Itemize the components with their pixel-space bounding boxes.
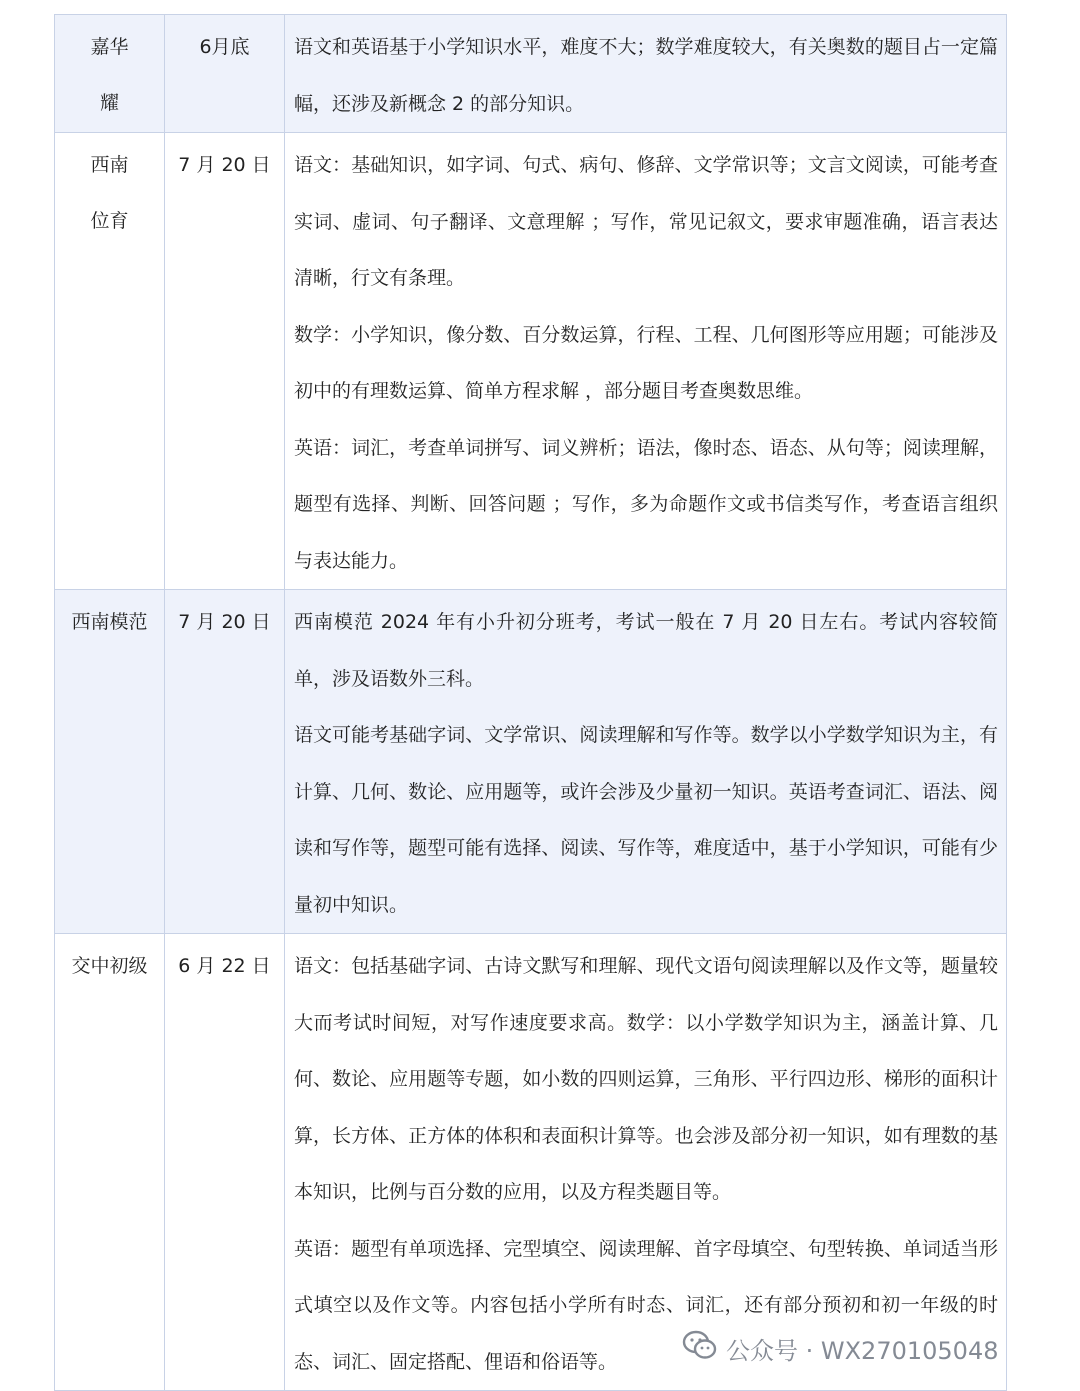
content-paragraph: 语文：基础知识，如字词、句式、病句、修辞、文学常识等；文言文阅读，可能考查实词、虚词、句子翻译、文意理解 ；写作，常见记叙文，要求审题准确，语言表达清晰，行文有条理。 [294, 154, 998, 289]
exam-date: 6月底 [199, 36, 250, 58]
school-name: 西南位育 [90, 154, 129, 232]
exam-info-table-container [54, 14, 1007, 1391]
content-paragraph: 语文：包括基础字词、古诗文默写和理解、现代文语句阅读理解以及作文等，题量较大而考试时间短，对写作速度要求高。数学：以小学数学知识为主，涵盖计算、几何、数论、应用题等专题，如小数的四则运算，三角形、平行四边形、梯形的面积计算，长方体、正方体的体积和表面积计算等。也会涉及部分初一知识，如有理数的基本知识，比例与百分数的应用，以及方程类题目等。 [294, 955, 998, 1203]
content-paragraph: 英语：题型有单项选择、完型填空、阅读理解、首字母填空、句型转换、单词适当形式填空以及作文等。内容包括小学所有时态、词汇，还有部分预初和初一年级的时态、词汇、固定搭配、俚语和俗语等。 [294, 1237, 998, 1373]
date-cell [165, 133, 285, 590]
school-cell [55, 15, 165, 133]
wechat-icon [682, 1330, 718, 1366]
content-cell [285, 590, 1007, 934]
content-paragraph: 西南模范 2024 年有小升初分班考，考试一般在 7 月 20 日左右。考试内容较简单，涉及语数外三科。 [294, 611, 998, 690]
content-cell [285, 934, 1007, 1391]
date-cell [165, 15, 285, 133]
school-name: 西南模范 [71, 611, 148, 633]
school-name: 交中初级 [71, 955, 148, 977]
watermark-label: 公众号 · WX270105048 [726, 1336, 999, 1365]
school-name: 嘉华耀 [90, 36, 129, 114]
table-row [55, 133, 1007, 590]
table-row [55, 590, 1007, 934]
table-row [55, 934, 1007, 1391]
date-cell [165, 590, 285, 934]
watermark [682, 1326, 998, 1370]
school-cell [55, 934, 165, 1391]
exam-info-table [54, 14, 1007, 1391]
school-cell [55, 590, 165, 934]
content-paragraph: 数学：小学知识，像分数、百分数运算，行程、工程、几何图形等应用题；可能涉及初中的有理数运算、简单方程求解 ，部分题目考查奥数思维。 [294, 323, 998, 402]
content-paragraph: 语文可能考基础字词、文学常识、阅读理解和写作等。数学以小学数学知识为主，有计算、几何、数论、应用题等，或许会涉及少量初一知识。英语考查词汇、语法、阅读和写作等，题型可能有选择、阅读、写作等，难度适中，基于小学知识，可能有少量初中知识。 [294, 724, 998, 916]
content-paragraph: 语文和英语基于小学知识水平，难度不大；数学难度较大，有关奥数的题目占一定篇幅，还涉及新概念 2 的部分知识。 [294, 36, 998, 115]
exam-date: 7 月 20 日 [178, 154, 271, 176]
table-row [55, 15, 1007, 133]
content-paragraph: 英语：词汇，考查单词拼写、词义辨析；语法，像时态、语态、从句等；阅读理解，题型有选择、判断、回答问题 ；写作，多为命题作文或书信类写作，考查语言组织与表达能力。 [294, 436, 998, 572]
date-cell [165, 934, 285, 1391]
exam-date: 6 月 22 日 [178, 955, 271, 977]
content-cell [285, 15, 1007, 133]
exam-date: 7 月 20 日 [178, 611, 271, 633]
school-cell [55, 133, 165, 590]
content-cell [285, 133, 1007, 590]
